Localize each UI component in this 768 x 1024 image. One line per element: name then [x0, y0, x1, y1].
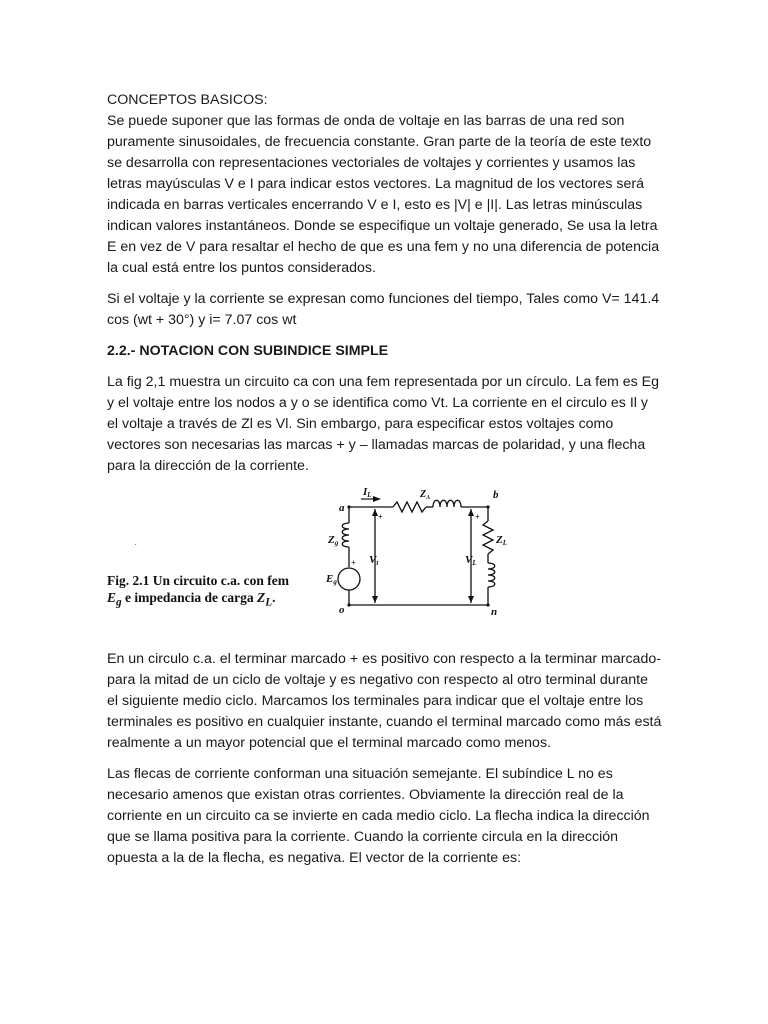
e-gen-label: Eg [326, 573, 337, 586]
current-label: IL [363, 486, 372, 499]
caption-line-1: Fig. 2.1 Un circuito c.a. con fem [107, 573, 289, 588]
vt-label: Vt [369, 554, 379, 567]
node-a-label: a [339, 502, 345, 514]
plus-mark-vl: + [475, 512, 480, 521]
node-n-label: n [491, 606, 498, 615]
vl-label: VL [465, 554, 477, 567]
z-load-label: ZL [496, 534, 508, 547]
caption-line-2: $E_g$ e impedancia de carga $Z_L$. [107, 590, 276, 609]
node-b-label: b [493, 489, 499, 501]
paragraph-4: En un circulo c.a. el terminar marcado + es positivo con respecto a la terminar marcado- para la mitad de un ciclo de voltaje y es negativo con respecto al otro terminal durante el siguiente medio ciclo. Marcamos los terminales para indicar que el voltaje entre los terminales es positivo en cualquier instante, cuando el terminal marcado como más está realmente a un mayor potencial que el terminal marcado como menos. [107, 651, 662, 751]
section-heading-2-2: 2.2.- NOTACION CON SUBINDICE SIMPLE [107, 343, 389, 359]
document-page [107, 90, 662, 869]
z-top-label: $Z_A$ [420, 489, 431, 501]
circuit-diagram [325, 483, 515, 615]
z-gen-label: Zg [328, 534, 339, 547]
paragraph-2: Si el voltaje y la corriente se expresan como funciones del tiempo, Tales como V= 141.4 cos (wt + 30°) y i= 7.07 cos wt [107, 291, 660, 328]
paragraph-5: Las flecas de corriente conforman una situación semejante. El subíndice L no es necesario amenos que existan otras corrientes. Obviamente la dirección real de la corriente en un circuito ca se invierte en cada medio ciclo. La flecha indica la dirección que se llama positiva para la corriente. Cuando la corriente circula en la dirección opuesta a la de la flecha, es negativa. El vector de la corriente es: [107, 766, 650, 866]
paragraph-1: Se puede suponer que las formas de onda de voltaje en las barras de una red son puramente sinusoidales, de frecuencia constante. Gran parte de la teoría de este texto se desarrolla con representaciones vectoriales de voltajes y corrientes y usamos las letras mayúsculas V e I para indicar estos vectores. La magnitud de los vectores será indicada en barras verticales encerrando V e I, esto es |V| e |I|. Las letras minúsculas indican valores instantáneos. Donde se especifique un voltaje generado, Se usa la letra E en vez de V para resaltar el hecho de que es una fem y no una diferencia de potencia la cual está entre los puntos considerados. [107, 113, 660, 276]
node-o-label: o [339, 604, 345, 615]
paragraph-3: La fig 2,1 muestra un circuito ca con una fem representada por un círculo. La fem es Eg y el voltaje entre los nodos a y o se identifica como Vt. La corriente en el circulo es Il y el voltaje a través de Zl es Vl. Sin embargo, para especificar estos voltajes como vectores son necesarias las marcas + y – llamadas marcas de polaridad, y una flecha para la dirección de la corriente. [107, 374, 660, 474]
figure-caption [107, 572, 317, 612]
plus-mark-vt: + [378, 512, 383, 521]
stray-mark: · [134, 539, 138, 550]
figure-2-1 [0, 477, 768, 637]
section-title: CONCEPTOS BASICOS: [107, 92, 268, 108]
plus-mark-source: + [351, 558, 356, 567]
